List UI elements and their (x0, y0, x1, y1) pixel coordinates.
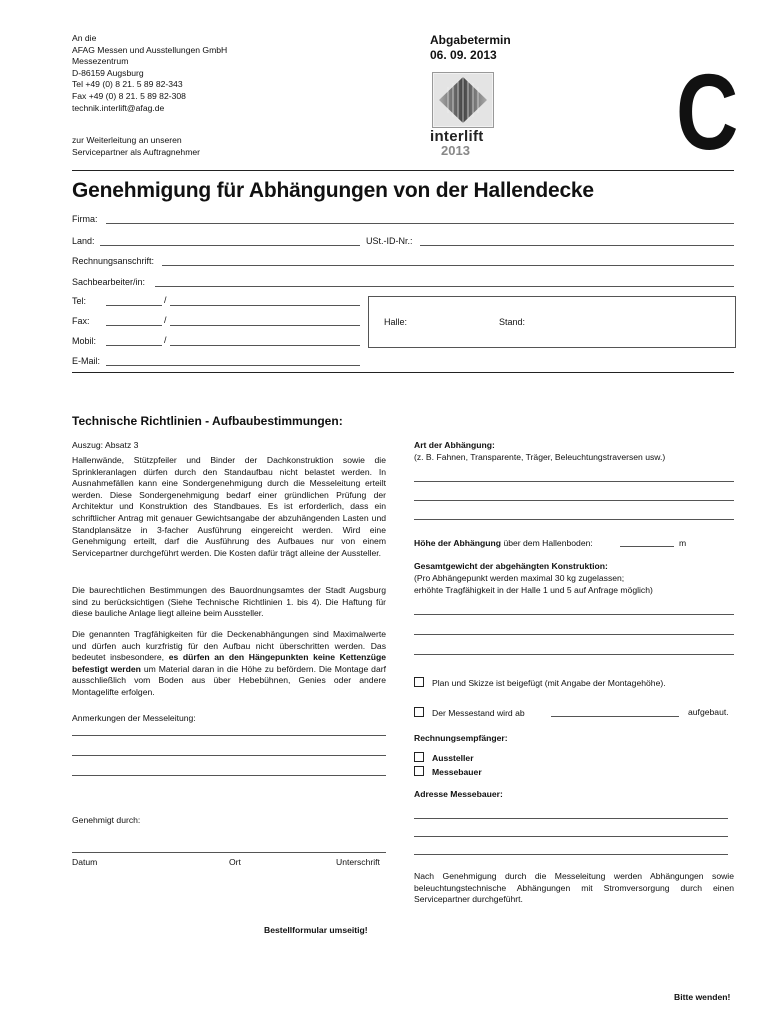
fax-label: Fax: (72, 316, 90, 326)
forwarding-line: Servicepartner als Auftragnehmer (72, 146, 201, 157)
mobil-prefix-field[interactable] (106, 345, 162, 346)
logo-graphic-icon (433, 73, 493, 127)
gewicht-title: Gesamtgewicht der abgehängten Konstruktion: (414, 561, 608, 571)
tel-slash: / (164, 295, 167, 305)
signature-line[interactable] (72, 852, 386, 853)
address-line-3[interactable] (414, 854, 728, 855)
header-divider (72, 170, 734, 171)
plan-checkbox[interactable] (414, 677, 424, 687)
sachbearbeiter-field[interactable] (155, 286, 734, 287)
section-divider (72, 372, 734, 373)
gewicht-line-2[interactable] (414, 634, 734, 635)
art-hint: (z. B. Fahnen, Transparente, Träger, Beleuchtungstraversen usw.) (414, 452, 666, 462)
land-label: Land: (72, 236, 95, 246)
ust-field[interactable] (420, 245, 734, 246)
plan-label: Plan und Skizze ist beigefügt (mit Angabe der Montagehöhe). (432, 678, 666, 688)
messebauer-label: Messebauer (432, 767, 482, 777)
remarks-line-1[interactable] (72, 735, 386, 736)
rules-text: um Material daran in die Höhe zu befördern. Die Montage darf ausschließlich vom Boden aus über Hebebühnen, Genies oder andere Montagelifte erfolgen. (72, 663, 386, 697)
datum-label: Datum (72, 857, 98, 867)
mobil-label: Mobil: (72, 336, 97, 346)
messebauer-checkbox[interactable] (414, 766, 424, 776)
rules-text: Die genannten Tragfähigkeiten für die Deckenabhängungen sind Maximalwerte und dürfen auch kurzfristig für den Aufbau nicht überschritten werden. Das bedeutet insbesondere, (72, 629, 386, 663)
messebauer-option (414, 766, 482, 777)
deadline-date: 06. 09. 2013 (430, 48, 497, 62)
stand-field[interactable] (535, 312, 725, 330)
unterschrift-label: Unterschrift (336, 857, 380, 867)
address-line: Messezentrum (72, 56, 129, 67)
firma-label: Firma: (72, 214, 98, 224)
land-field[interactable] (100, 245, 360, 246)
address-line: Tel +49 (0) 8 21. 5 89 82-343 (72, 79, 183, 90)
recipient-address (72, 33, 227, 114)
address-line: D-86159 Augsburg (72, 67, 144, 78)
order-form-note: Bestellformular umseitig! (264, 925, 368, 935)
address-line: technik.interlift@afag.de (72, 102, 165, 113)
hoehe-bold: Höhe der Abhängung (414, 538, 502, 548)
stand-date-field[interactable] (551, 716, 679, 717)
tel-label: Tel: (72, 296, 87, 306)
turn-over-note: Bitte wenden! (674, 992, 731, 1002)
stand-date-label-a: Der Messestand wird ab (432, 708, 525, 718)
gewicht-hint-2: erhöhte Tragfähigkeit in der Halle 1 und 5 auf Anfrage möglich) (414, 585, 653, 595)
address-line-2[interactable] (414, 836, 728, 837)
hoehe-rest: über dem Hallenboden: (503, 538, 593, 548)
aussteller-label: Aussteller (432, 753, 474, 763)
rules-emphasis: es dürfen an den Hängepunkten keine Kettenzüge befestigt werden (72, 652, 386, 674)
ust-label: USt.-ID-Nr.: (366, 236, 413, 246)
email-field[interactable] (106, 365, 360, 366)
logo-year: 2013 (441, 143, 470, 158)
approved-label: Genehmigt durch: (72, 815, 141, 825)
forwarding-line: zur Weiterleitung an unseren (72, 135, 182, 145)
art-title: Art der Abhängung: (414, 440, 495, 450)
mobil-slash: / (164, 335, 167, 345)
forwarding-note (72, 135, 200, 158)
gewicht-line-1[interactable] (414, 614, 734, 615)
rechnung-field[interactable] (162, 265, 734, 266)
address-line: AFAG Messen und Ausstellungen GmbH (72, 44, 228, 55)
rechnung-label: Rechnungsanschrift: (72, 256, 155, 266)
fax-prefix-field[interactable] (106, 325, 162, 326)
art-line-2[interactable] (414, 500, 734, 501)
rules-paragraph-2: Die baurechtlichen Bestimmungen des Bauordnungsamtes der Stadt Augsburg sind zu berücksichtigen (Siehe Technische Richtlinien 1. bis 4). Die Haftung für diese bauliche Anlage liegt alleine beim Aussteller. (72, 585, 386, 619)
aussteller-option (414, 752, 474, 763)
fax-slash: / (164, 315, 167, 325)
aussteller-checkbox[interactable] (414, 752, 424, 762)
sachbearbeiter-label: Sachbearbeiter/in: (72, 277, 146, 287)
firma-field[interactable] (106, 223, 734, 224)
ort-label: Ort (229, 857, 241, 867)
address-line-1[interactable] (414, 818, 728, 819)
hoehe-unit: m (679, 538, 687, 548)
tel-number-field[interactable] (170, 305, 360, 306)
stand-date-option (414, 707, 525, 718)
excerpt-label: Auszug: Absatz 3 (72, 440, 139, 450)
address-title: Adresse Messebauer: (414, 789, 503, 799)
page-title: Genehmigung für Abhängungen von der Hallendecke (72, 179, 594, 202)
stand-label: Stand: (499, 317, 526, 327)
service-note: Nach Genehmigung durch die Messeleitung werden Abhängungen sowie beleuchtungstechnische Abhängungen mit Stromversorgung durch einen Servicepartner durchgeführt. (414, 871, 734, 905)
stand-date-label-b: aufgebaut. (688, 707, 729, 717)
recipient-title: Rechnungsempfänger: (414, 733, 508, 743)
tel-prefix-field[interactable] (106, 305, 162, 306)
halle-label: Halle: (384, 317, 408, 327)
email-label: E-Mail: (72, 356, 101, 366)
remarks-line-2[interactable] (72, 755, 386, 756)
interlift-logo (432, 72, 494, 128)
mobil-number-field[interactable] (170, 345, 360, 346)
gewicht-line-3[interactable] (414, 654, 734, 655)
address-line: Fax +49 (0) 8 21. 5 89 82-308 (72, 90, 186, 101)
remarks-label: Anmerkungen der Messeleitung: (72, 713, 196, 723)
logo-name: interlift (430, 128, 484, 145)
hoehe-label (414, 538, 593, 548)
rules-paragraph-3 (72, 629, 386, 699)
art-line-1[interactable] (414, 481, 734, 482)
halle-field[interactable] (420, 312, 490, 330)
remarks-line-3[interactable] (72, 775, 386, 776)
plan-option (414, 677, 666, 688)
stand-date-checkbox[interactable] (414, 707, 424, 717)
gewicht-hint-1: (Pro Abhängepunkt werden maximal 30 kg zugelassen; (414, 573, 625, 583)
deadline-label: Abgabetermin (430, 33, 511, 47)
form-letter: C (676, 51, 739, 172)
fax-number-field[interactable] (170, 325, 360, 326)
rules-paragraph-1: Hallenwände, Stützpfeiler und Binder der Dachkonstruktion sowie die Sprinkleranlagen dürfen durch den Standaufbau nicht belastet werden. In Ausnahmefällen kann eine Sondergenehmigung durch die Messeleitung erteilt werden. Diese Sondergenehmigung bedarf einer gründlichen Prüfung der Architektur und Konstruktion des Standbaues. Es ist erforderlich, dass ein schriftlicher Antrag mit genauer Gewichtsangabe der abzuhängenden Lasten und Standplansätze in 3-facher Ausführung eingereicht werden. Wird eine Genehmigung erteilt, darf die Ausführung des Aufbaues nur von einem Servicepartner durchgeführt werden. Die Kosten dafür trägt alleine der Aussteller. (72, 455, 386, 558)
hoehe-field[interactable] (620, 546, 674, 547)
section-title: Technische Richtlinien - Aufbaubestimmungen: (72, 414, 343, 428)
address-line: An die (72, 33, 97, 43)
art-line-3[interactable] (414, 519, 734, 520)
